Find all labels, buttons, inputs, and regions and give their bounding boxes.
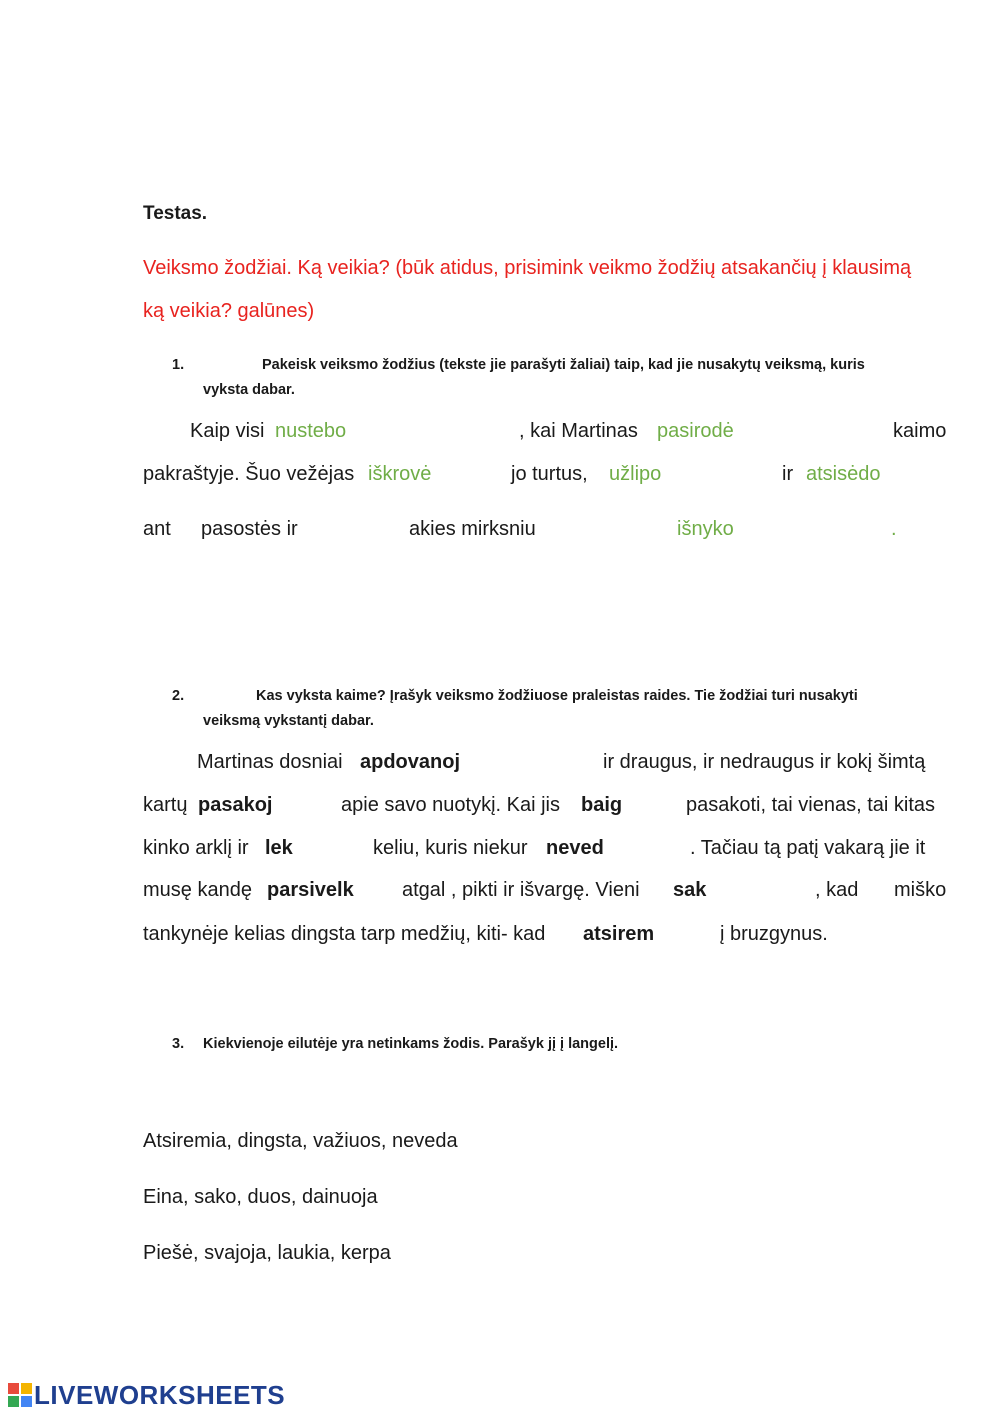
q3-answer-1-input[interactable] [500,1130,700,1154]
q2-answer-6-input[interactable] [358,879,396,903]
q3-row-3: Piešė, svajoja, laukia, kerpa [143,1242,391,1264]
q2-word-pasakoj: pasakoj [198,794,273,816]
q2-text-muse-kande: musę kandę [143,879,252,901]
q2-text-i-bruzgynus: į bruzgynus. [720,923,828,945]
q3-instruction: Kiekvienoje eilutėje yra netinkams žodis. Parašyk jį į langelį. [203,1036,619,1052]
liveworksheets-logo-text: LIVEWORKSHEETS [34,1380,286,1410]
q1-text-jo-turtus: jo turtus, [511,463,588,485]
q1-answer-6-input[interactable] [555,518,670,542]
q2-text-kartu: kartų [143,794,188,816]
q2-word-sak: sak [673,879,707,901]
q2-answer-5-input[interactable] [612,837,684,861]
q2-instruction-line-2: veiksmą vykstantį dabar. [203,713,374,729]
q2-text-apie-savo: apie savo nuotykį. Kai jis [341,794,561,816]
q1-answer-1-input[interactable] [360,420,510,444]
q2-answer-1-input[interactable] [470,751,595,775]
q1-number: 1. [172,357,185,373]
intro-line-2: ką veikia? galūnes) [143,300,315,322]
q2-answer-8-input[interactable] [663,923,713,947]
q2-number: 2. [172,688,185,704]
q1-answer-5-input[interactable] [890,463,950,487]
q1-text-ant: ant [143,518,171,540]
q2-text-atgal: atgal , pikti ir išvargę. Vieni [402,879,640,901]
q1-text-pasostes-ir: pasostės ir [201,518,298,540]
q2-text-taciau: . Tačiau tą patį vakarą jie it [690,837,926,859]
q2-word-parsivelk: parsivelk [267,879,354,901]
q3-row-1: Atsiremia, dingsta, važiuos, neveda [143,1130,458,1152]
q1-green-iskrove: iškrovė [368,463,432,485]
q3-answer-2-input[interactable] [500,1186,700,1210]
q1-green-uzlipo: užlipo [609,463,662,485]
q1-green-pasirode: pasirodė [657,420,734,442]
q2-word-apdovanoj: apdovanoj [360,751,461,773]
q2-word-lek: lek [265,837,293,859]
q1-answer-4-input[interactable] [672,463,772,487]
q2-word-atsirem: atsirem [583,923,655,945]
q2-answer-3-input[interactable] [628,794,678,818]
q1-text-kai-martinas: , kai Martinas [519,420,638,442]
q1-text-akies-mirksniu: akies mirksniu [409,518,536,540]
q1-text-ir: ir [782,463,794,485]
liveworksheets-logo [8,1380,285,1411]
q2-text-kinko-arkli: kinko arklį ir [143,837,249,859]
q1-answer-3-input[interactable] [442,463,504,487]
liveworksheets-logo-icon [8,1383,32,1407]
q1-green-atsisedo: atsisėdo [806,463,881,485]
q2-instruction-line-1: Kas vyksta kaime? Įrašyk veiksmo žodžiuose praleistas raides. Tie žodžiai turi nusakyti [256,688,858,704]
q2-answer-4-input[interactable] [297,837,365,861]
q2-text-tankyneje: tankynėje kelias dingsta tarp medžių, kiti- kad [143,923,546,945]
q2-answer-2-input[interactable] [278,794,334,818]
q1-instruction-line-1: Pakeisk veiksmo žodžius (tekste jie parašyti žaliai) taip, kad jie nusakytų veiksmą, kuris [262,357,865,373]
intro-line-1: Veiksmo žodžiai. Ką veikia? (būk atidus, prisimink veikmo žodžių atsakančių į klausimą [143,257,912,279]
q1-green-nustebo: nustebo [275,420,347,442]
q2-text-martinas-dosniai: Martinas dosniai [197,751,343,773]
q1-green-period: . [891,518,897,540]
q3-number: 3. [172,1036,185,1052]
q1-answer-2-input[interactable] [748,420,883,444]
q2-word-baig: baig [581,794,623,816]
q2-answer-7-input[interactable] [710,879,808,903]
page-title: Testas. [143,203,208,224]
q1-answer-7-input[interactable] [745,518,885,542]
q1-text-kaip-visi: Kaip visi [190,420,265,442]
q2-text-misko: miško [894,879,947,901]
q2-text-pasakoti: pasakoti, tai vienas, tai kitas [686,794,936,816]
q1-text-pakrastyje: pakraštyje. Šuo vežėjas [143,463,355,485]
q1-text-kaimo: kaimo [893,420,947,442]
q2-text-keliu: keliu, kuris niekur [373,837,528,859]
q2-text-kad: , kad [815,879,859,901]
q3-row-2: Eina, sako, duos, dainuoja [143,1186,378,1208]
q3-answer-3-input[interactable] [500,1242,700,1266]
q1-green-isnyko: išnyko [677,518,734,540]
q1-instruction-line-2: vyksta dabar. [203,382,295,398]
q2-word-neved: neved [546,837,604,859]
q2-text-ir-draugus: ir draugus, ir nedraugus ir kokį šimtą [603,751,926,773]
